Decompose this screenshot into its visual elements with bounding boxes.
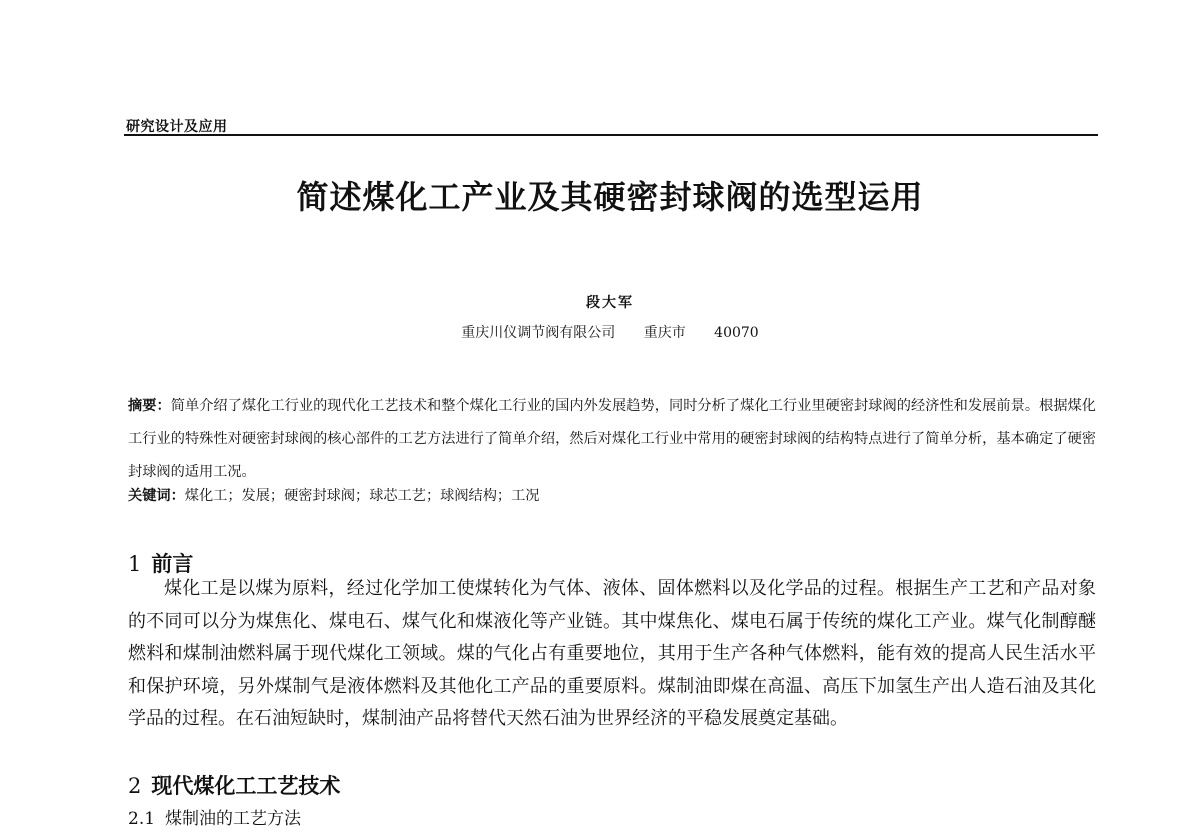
abstract [128,390,1096,489]
section-number: 1 [128,552,142,576]
subsection-title: 煤制油的工艺方法 [165,809,302,829]
keywords-text: 煤化工；发展；硬密封球阀；球芯工艺；球阀结构；工况 [184,488,540,504]
header-rule [124,134,1098,136]
section-1-paragraph: 煤化工是以煤为原料，经过化学加工使煤转化为气体、液体、固体燃料以及化学品的过程。根据生产工艺和产品对象的不同可以分为煤焦化、煤电石、煤气化和煤液化等产业链。其中煤焦化、煤电石属于传统的煤化工产业。煤气化制醇醚燃料和煤制油燃料属于现代煤化工领域。煤的气化占有重要地位，其用于生产各种气体燃料，能有效的提高人民生活水平和保护环境，另外煤制气是液体燃料及其他化工产品的重要原料。煤制油即煤在高温、高压下加氢生产出人造石油及其化学品的过程。在石油短缺时，煤制油产品将替代天然石油为世界经济的平稳发展奠定基础。 [128,578,1096,729]
affiliation-postcode: 40070 [714,325,759,341]
affiliation-line [0,322,1200,342]
section-title: 前言 [151,551,194,576]
section-heading-2 [128,770,340,800]
affiliation-org: 重庆川仪调节阀有限公司 [461,325,616,341]
abstract-label: 摘要： [128,398,171,414]
keywords [128,484,1096,508]
keywords-label: 关键词： [128,488,185,504]
author-name: 段大军 [586,295,634,311]
subsection-number: 2.1 [128,809,156,829]
section-title: 现代煤化工工艺技术 [151,773,341,798]
affiliation-city: 重庆市 [643,325,686,341]
abstract-text: 简单介绍了煤化工行业的现代化工艺技术和整个煤化工行业的国内外发展趋势，同时分析了煤化工行业里硬密封球阀的经济性和发展前景。根据煤化工行业的特殊性对硬密封球阀的核心部件的工艺方法进行了简单介绍，然后对煤化工行业中常用的硬密封球阀的结构特点进行了简单分析，基本确定了硬密封球阀的适用工况。 [128,398,1096,480]
section-number: 2 [128,774,142,798]
article-title: 简述煤化工产业及其硬密封球阀的选型运用 [296,178,924,216]
subsection-heading-2-1 [128,804,301,829]
running-head: 研究设计及应用 [126,119,228,135]
